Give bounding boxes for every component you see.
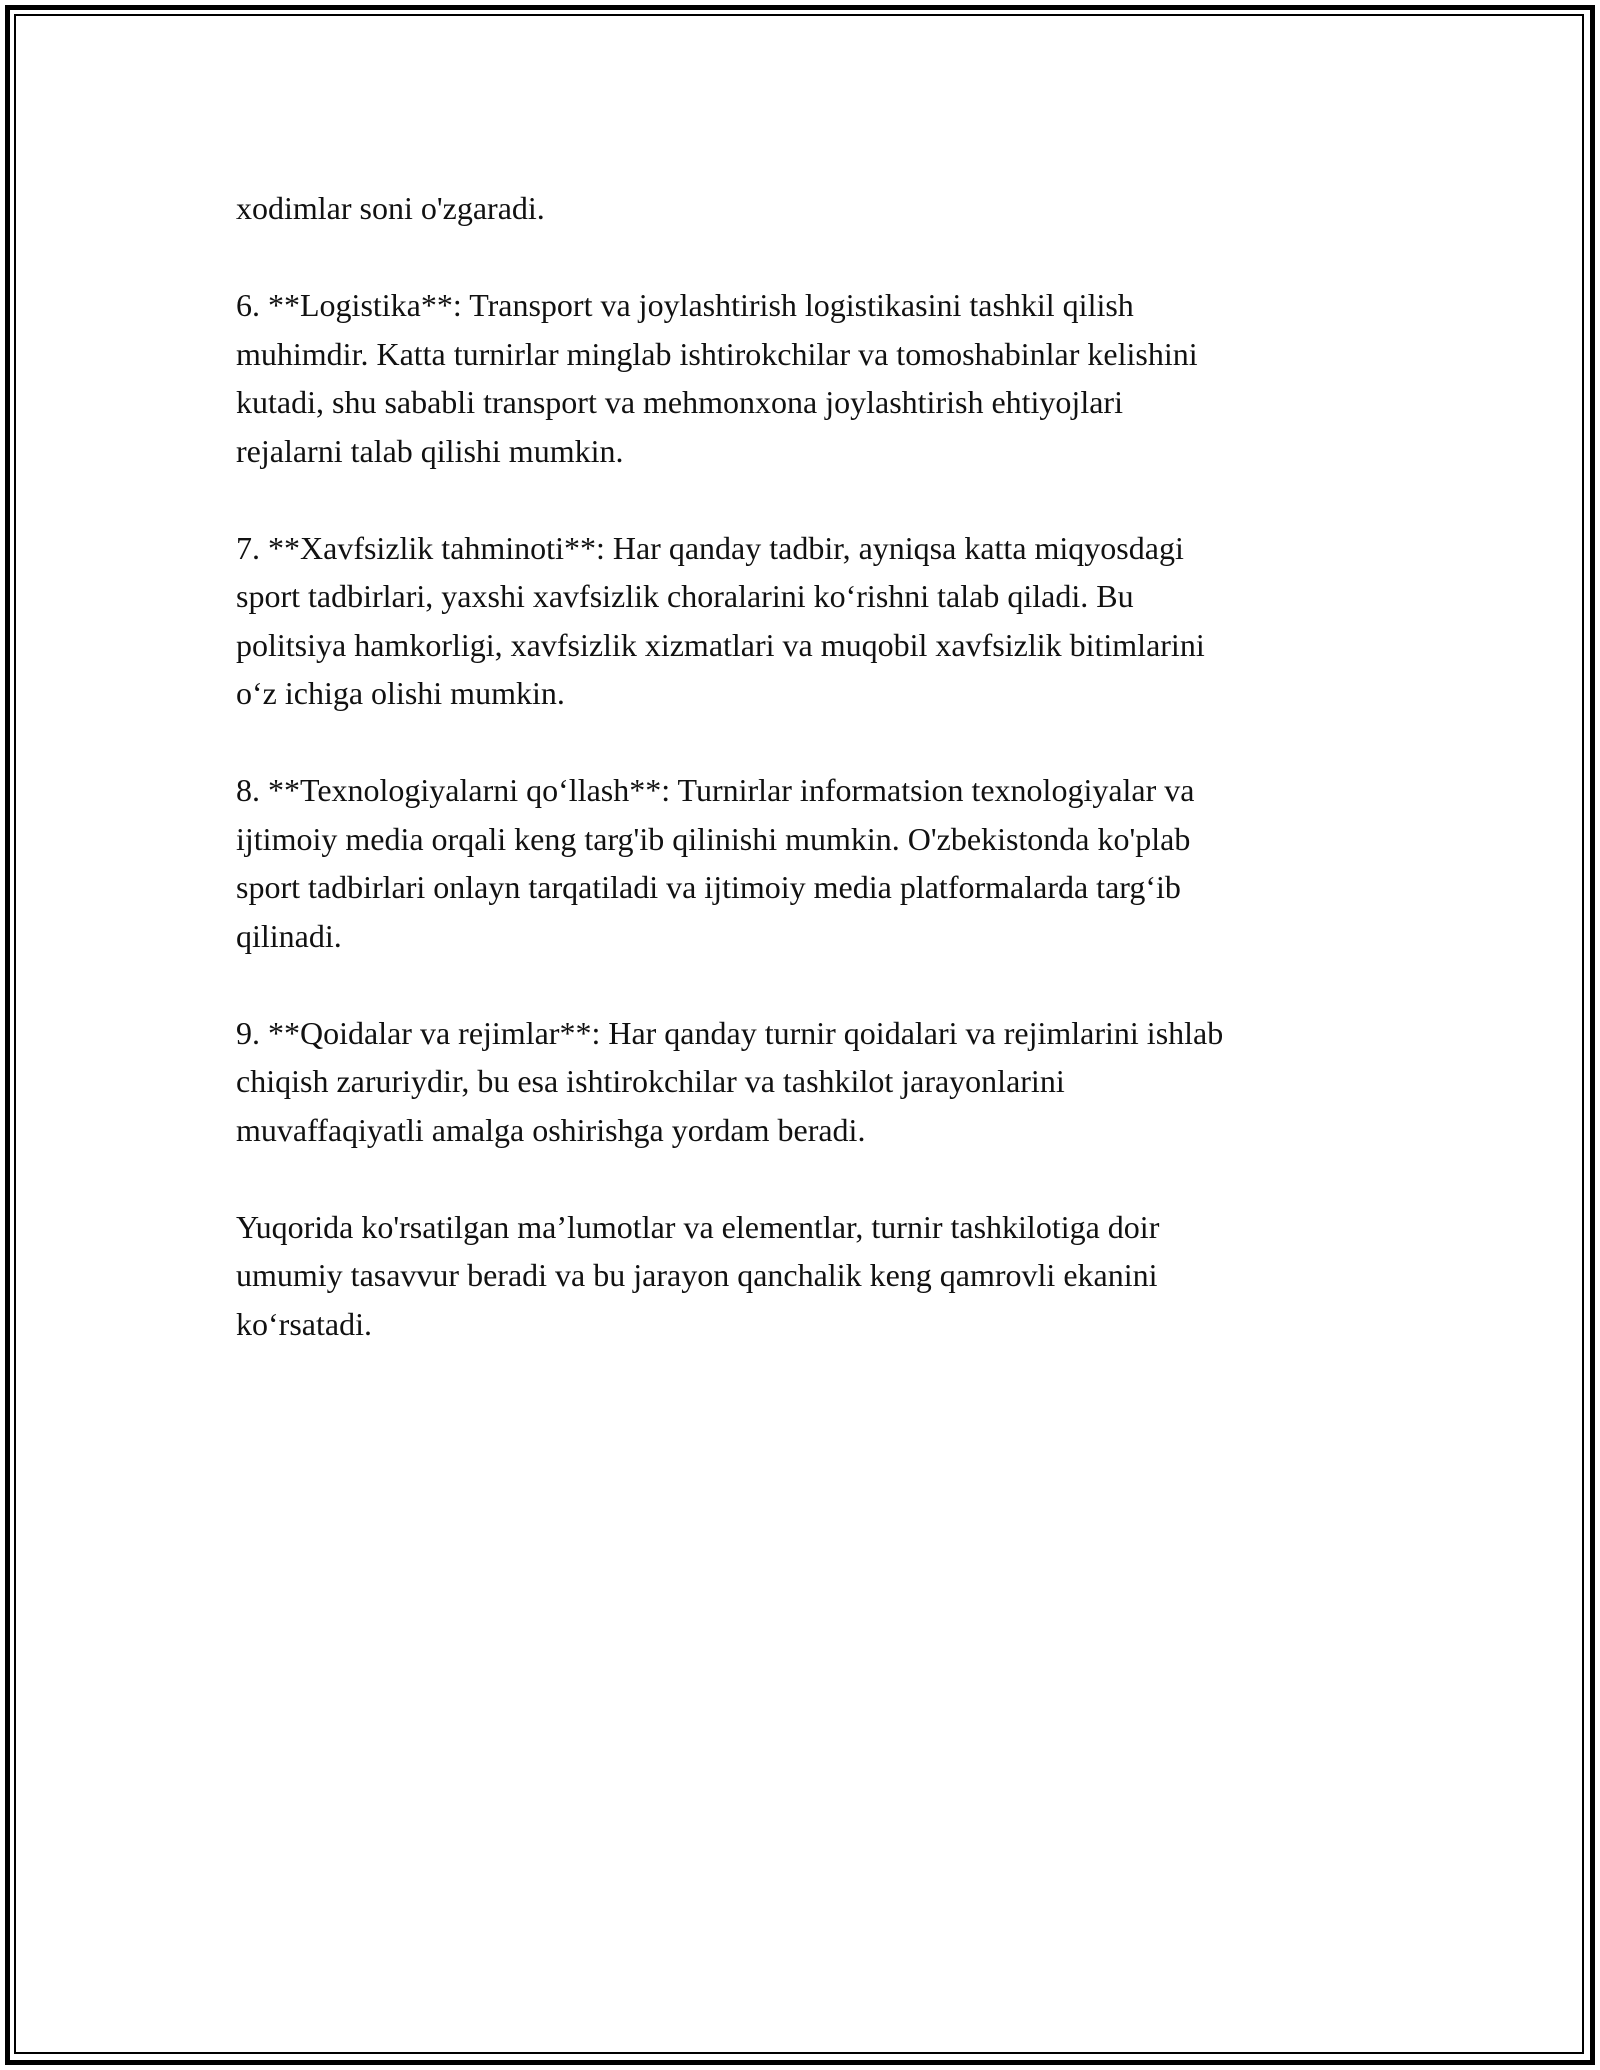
paragraph-security: 7. **Xavfsizlik tahminoti**: Har qanday tadbir, ayniqsa katta miqyosdagi sport tadbirlari, yaxshi xavfsizlik choralarini ko‘rishni talab qiladi. Bu politsiya hamkorligi, xavfsizlik xizmatlari va muqobil xavfsizlik bitimlarini o‘z ichiga olishi mumkin.	[236, 529, 1205, 711]
paragraph-continuation: xodimlar soni o'zgaradi.	[236, 190, 545, 226]
paragraph-technology: 8. **Texnologiyalarni qo‘llash**: Turnirlar informatsion texnologiyalar va ijtimoiy media orqali keng targ'ib qilinishi mumkin. O'zbekistonda ko'plab sport tadbirlari onlayn tarqatiladi va ijtimoiy media platformalarda targ‘ib qilinadi.	[236, 772, 1195, 954]
paragraph-logistics: 6. **Logistika**: Transport va joylashtirish logistikasini tashkil qilish muhimdir. Katta turnirlar minglab ishtirokchilar va tomoshabinlar kelishini kutadi, shu sababli transport va mehmonxona joylashtirish ehtiyojlari rejalarni talab qilishi mumkin.	[236, 287, 1198, 469]
paragraph-conclusion: Yuqorida ko'rsatilgan ma’lumotlar va elementlar, turnir tashkilotiga doir umumiy tasavvur beradi va bu jarayon qanchalik keng qamrovli ekanini ko‘rsatadi.	[236, 1208, 1160, 1342]
paragraph-rules: 9. **Qoidalar va rejimlar**: Har qanday turnir qoidalari va rejimlarini ishlab chiqish zaruriydir, bu esa ishtirokchilar va tashkilot jarayonlarini muvaffaqiyatli amalga oshirishga yordam beradi.	[236, 1014, 1224, 1148]
document-body	[236, 184, 1396, 1397]
